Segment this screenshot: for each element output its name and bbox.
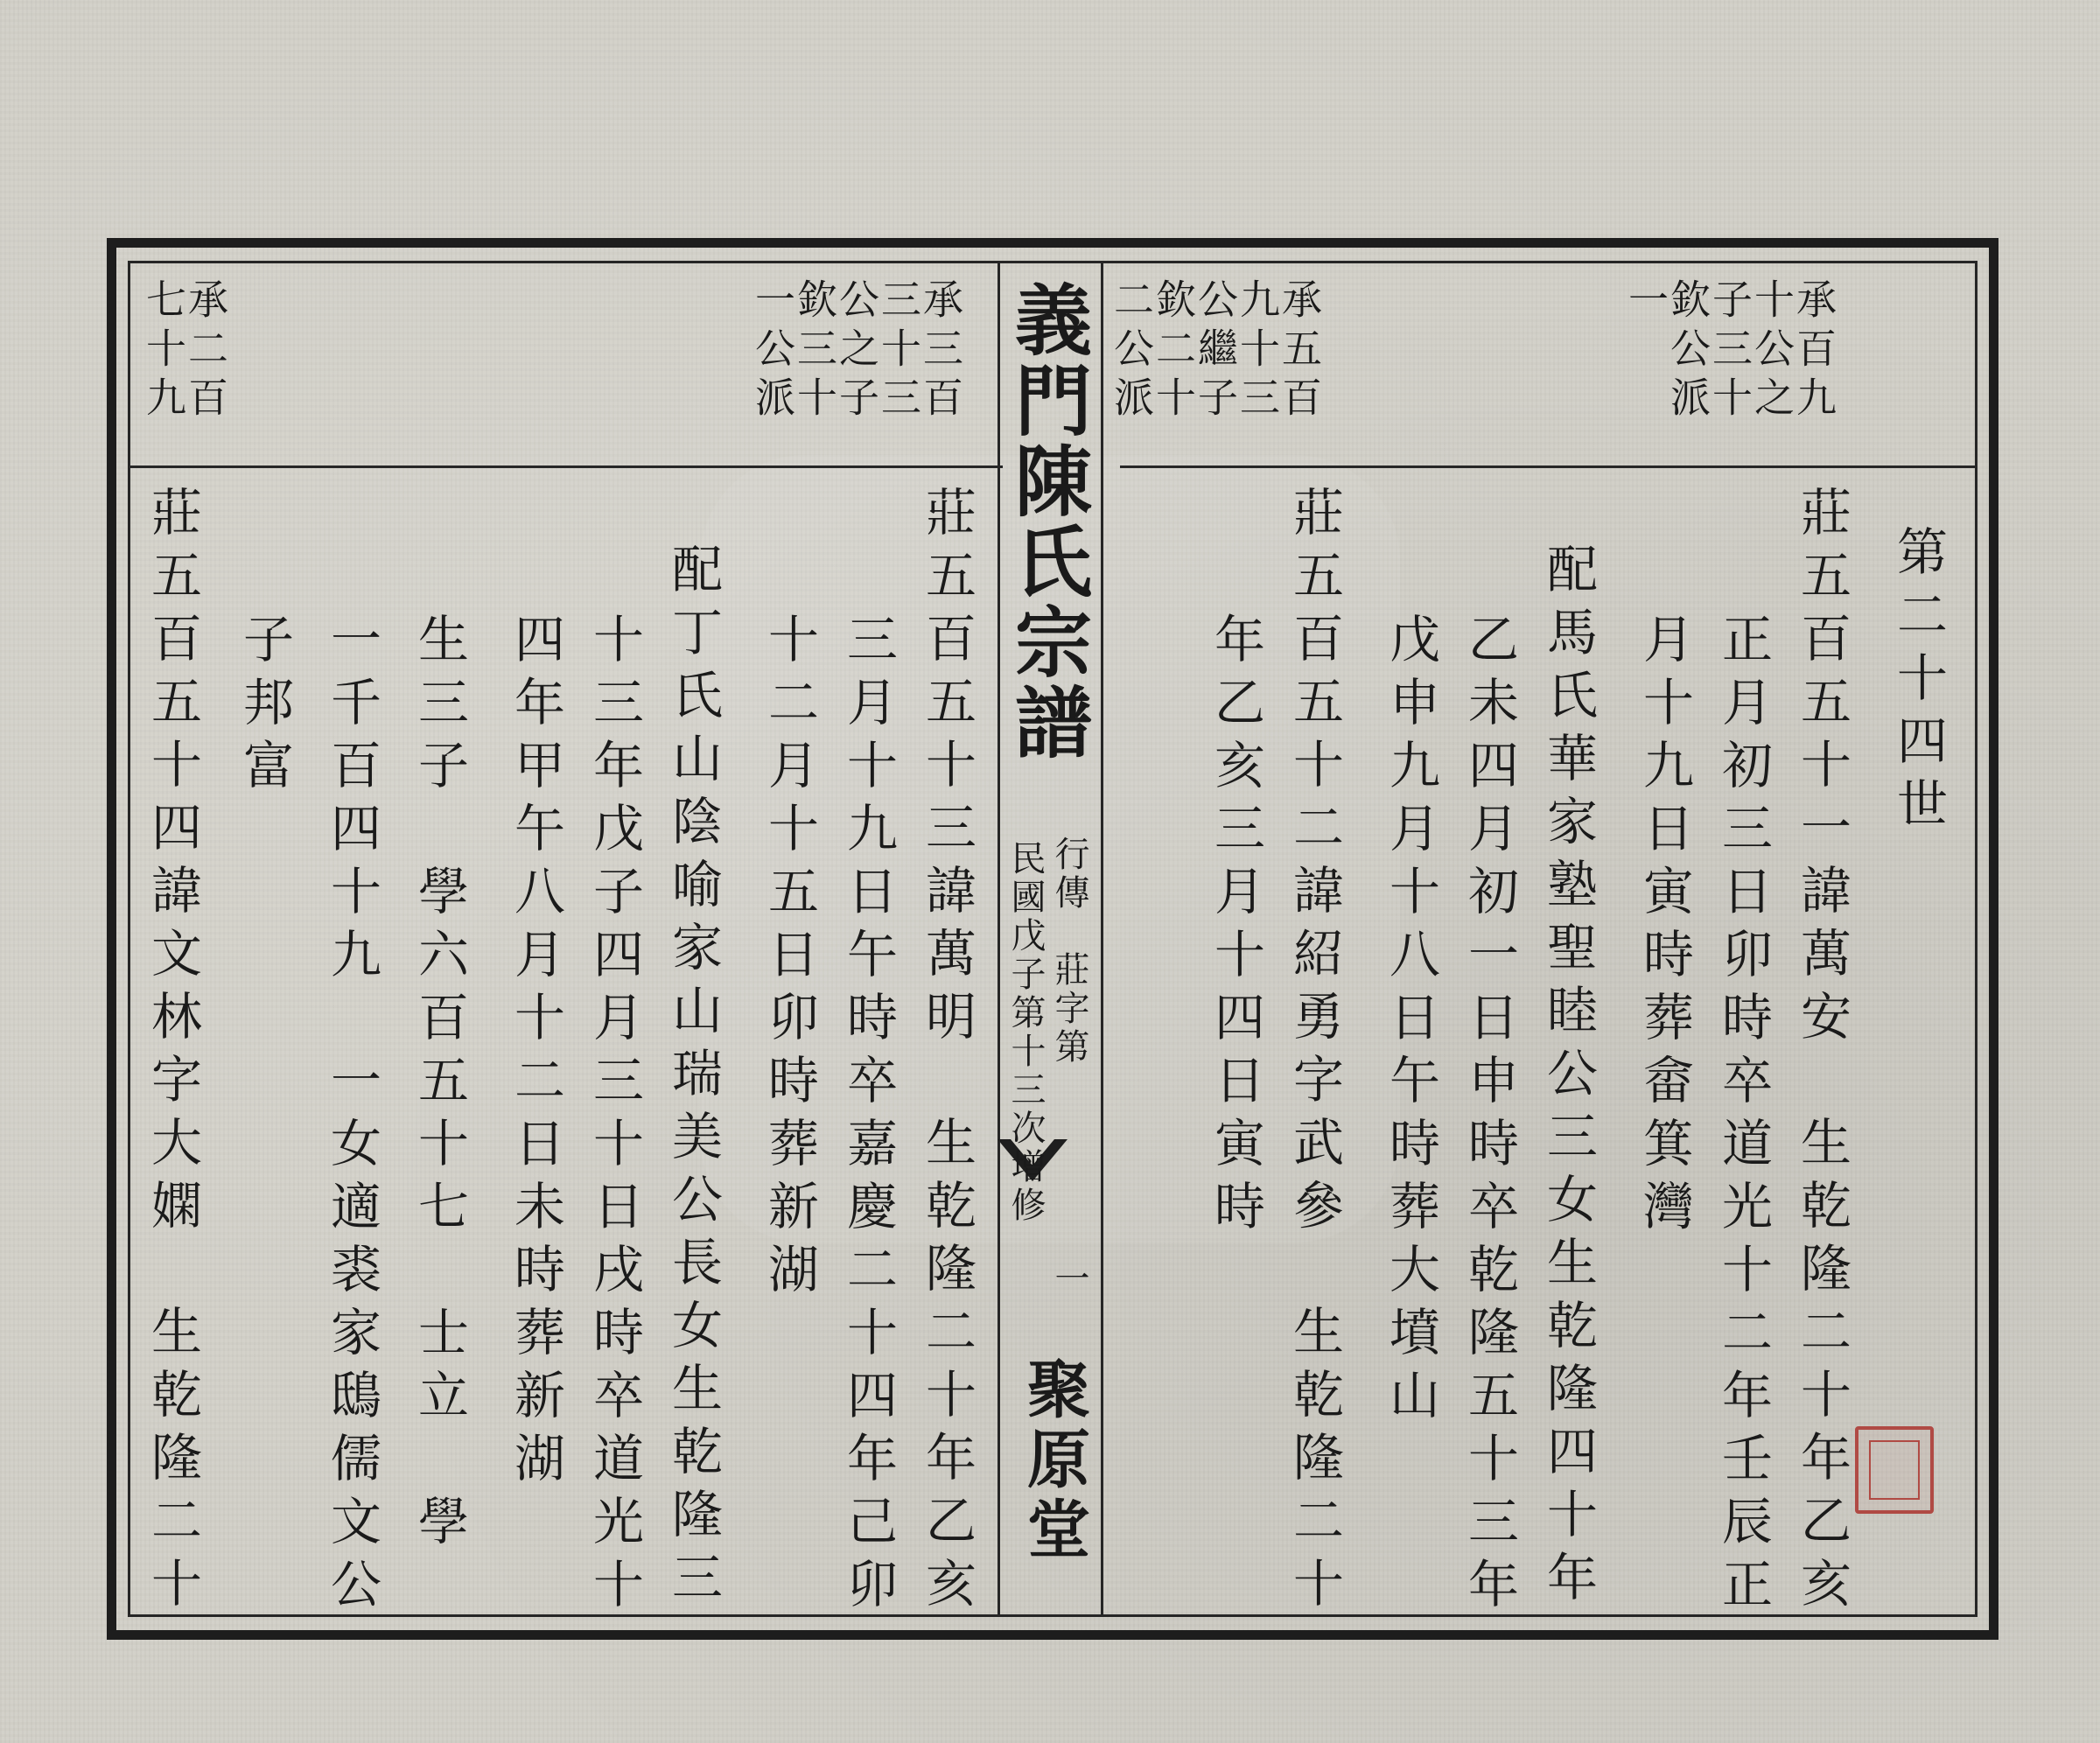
right-header-line: 子三十 bbox=[1706, 278, 1754, 425]
left-header-line: 欽三十 bbox=[791, 278, 838, 425]
left-body-column: 三月十九日午時卒嘉慶二十四年己卯 bbox=[838, 612, 898, 1620]
right-header-line: 二公派 bbox=[1108, 278, 1155, 425]
right-header-line: 欽二十 bbox=[1150, 278, 1197, 425]
left-body-column: 四年甲午八月十二日未時葬新湖 bbox=[506, 612, 565, 1494]
left-header-divider bbox=[128, 466, 1003, 468]
right-body-column: 月十九日寅時葬畲箕灣 bbox=[1634, 612, 1694, 1242]
right-body-column: 乙未四月初一日申時卒乾隆五十三年 bbox=[1460, 612, 1519, 1620]
right-header-line: 承百九 bbox=[1790, 278, 1838, 425]
hall-name: 聚原堂 bbox=[1017, 1356, 1091, 1566]
left-body-column: 配丁氏山陰喻家山瑞美公長女生乾隆三 bbox=[663, 542, 723, 1614]
right-header-line: 一 bbox=[1622, 278, 1670, 327]
right-header-line: 欽公派 bbox=[1664, 278, 1712, 425]
left-body-column: 生三子 學六百五十七 士立 學 bbox=[410, 612, 469, 1558]
right-body-column: 莊五百五十一諱萬安 生乾隆二十年乙亥 bbox=[1792, 486, 1852, 1620]
right-body-column: 戊申九月十八日午時葬大墳山 bbox=[1381, 612, 1440, 1432]
right-body-column: 年乙亥三月十四日寅時 bbox=[1206, 612, 1265, 1242]
left-header-line: 公之子 bbox=[833, 278, 880, 425]
spine-right-line bbox=[1101, 261, 1103, 1617]
left-body-column: 十二月十五日卯時葬新湖 bbox=[760, 612, 819, 1306]
left-header-line: 承二百 bbox=[182, 278, 229, 425]
right-body-column: 正月初三日卯時卒道光十二年壬辰正 bbox=[1713, 612, 1773, 1620]
right-body-column: 配馬氏華家塾聖睦公三女生乾隆四十年 bbox=[1538, 542, 1598, 1614]
right-header-line: 承五百 bbox=[1276, 278, 1323, 425]
left-body-column: 子邦富 bbox=[234, 612, 294, 802]
book-title: 義門陳氏宗譜 bbox=[1003, 280, 1094, 763]
left-header-line: 三十三 bbox=[875, 278, 922, 425]
right-header-line: 九十三 bbox=[1234, 278, 1281, 425]
red-seal-stamp-icon bbox=[1855, 1426, 1934, 1514]
generation-label: 第二十四世 bbox=[1888, 525, 1948, 840]
left-body-column: 一千百四十九 一女適裘家鴟儒文公 bbox=[322, 612, 382, 1620]
folio-number: 一 bbox=[1049, 1260, 1089, 1298]
book-edition: 民國戊子第十三次增修 bbox=[1005, 840, 1046, 1225]
right-header-line: 十公之 bbox=[1748, 278, 1796, 425]
left-header-line: 承三百 bbox=[917, 278, 964, 425]
left-header-line: 七十九 bbox=[140, 278, 187, 425]
book-section: 行傳 莊字第 bbox=[1049, 836, 1089, 1067]
right-header-line: 公繼子 bbox=[1192, 278, 1239, 425]
left-header-line: 一公派 bbox=[749, 278, 796, 425]
spine-left-line bbox=[998, 261, 1000, 1617]
right-header-divider bbox=[1120, 466, 1978, 468]
left-body-column: 莊五百五十四諱文林字大嫻 生乾隆二十 bbox=[143, 486, 202, 1620]
left-body-column: 十三年戊子四月三十日戌時卒道光十 bbox=[584, 612, 644, 1620]
right-body-column: 莊五百五十二諱紹勇字武參 生乾隆二十 bbox=[1284, 486, 1344, 1620]
left-body-column: 莊五百五十三諱萬明 生乾隆二十年乙亥 bbox=[917, 486, 976, 1620]
